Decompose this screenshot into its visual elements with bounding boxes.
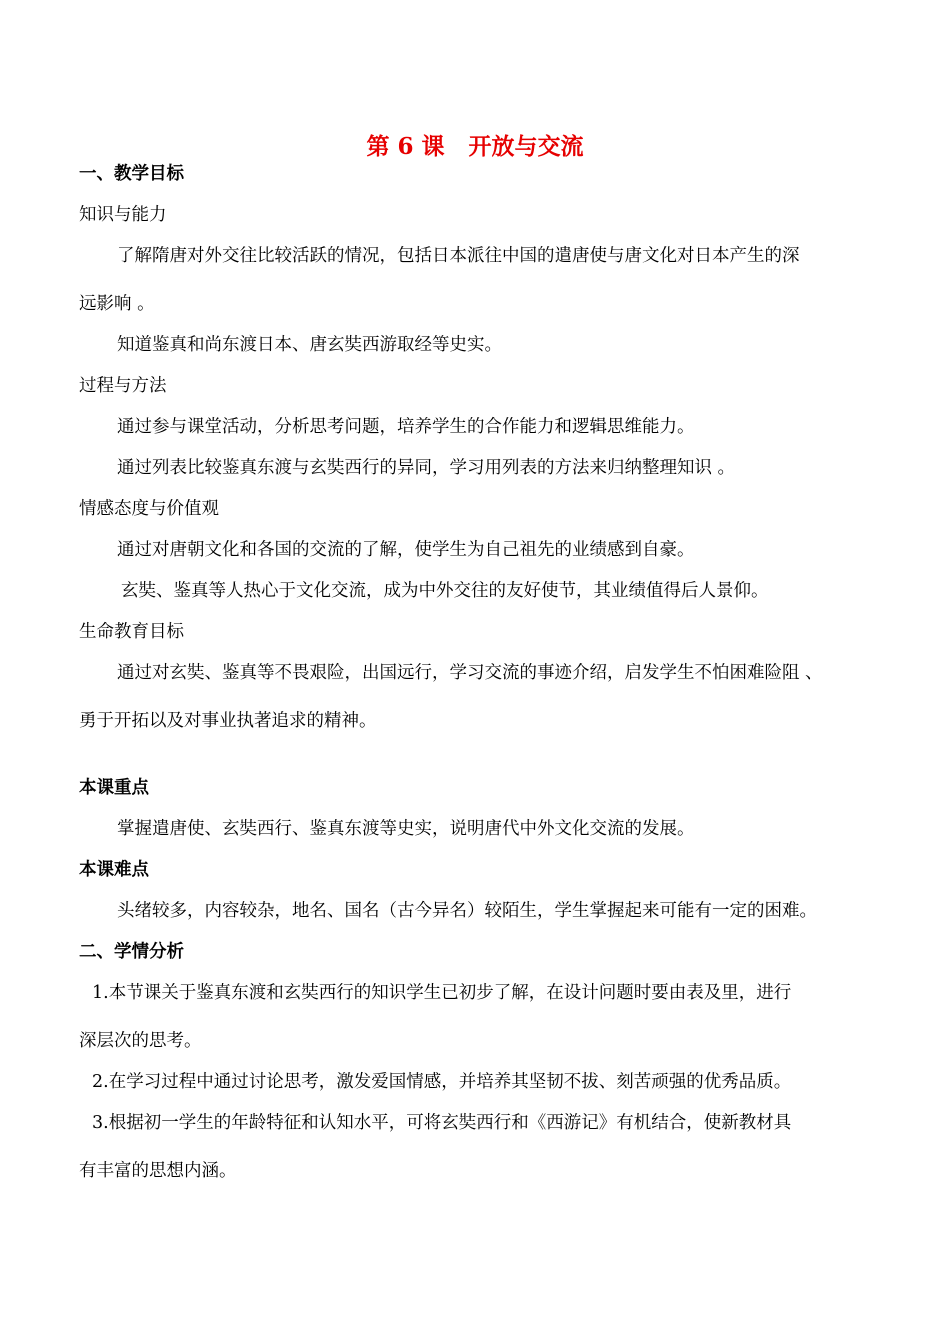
- paragraph: 玄奘、鉴真等人热心于文化交流，成为中外交往的友好使节，其业绩值得后人景仰。: [121, 581, 769, 601]
- section-heading-analysis: 二、学情分析: [79, 942, 184, 962]
- paragraph-line: 了解隋唐对外交往比较活跃的情况，包括日本派往中国的遣唐使与唐文化对日本产生的深: [117, 246, 800, 266]
- subheading-process: 过程与方法: [79, 376, 167, 396]
- paragraph: 头绪较多，内容较杂，地名、国名（古今异名）较陌生，学生掌握起来可能有一定的困难。: [117, 901, 817, 921]
- list-item-line: 3.根据初一学生的年龄特征和认知水平，可将玄奘西行和《西游记》有机结合，使新教材具: [92, 1113, 792, 1133]
- subheading-life: 生命教育目标: [79, 622, 184, 642]
- heading-difficulties: 本课难点: [79, 860, 149, 880]
- paragraph: 知道鉴真和尚东渡日本、唐玄奘西游取经等史实。: [117, 335, 502, 355]
- paragraph: 通过对唐朝文化和各国的交流的了解，使学生为自己祖先的业绩感到自豪。: [117, 540, 695, 560]
- subheading-emotion: 情感态度与价值观: [79, 499, 219, 519]
- list-item-line: 有丰富的思想内涵。: [79, 1161, 237, 1181]
- section-heading-objectives: 一、教学目标: [79, 164, 184, 184]
- paragraph: 掌握遣唐使、玄奘西行、鉴真东渡等史实，说明唐代中外文化交流的发展。: [117, 819, 695, 839]
- paragraph: 通过参与课堂活动，分析思考问题，培养学生的合作能力和逻辑思维能力。: [117, 417, 695, 437]
- list-item-line: 深层次的思考。: [79, 1031, 202, 1051]
- paragraph-line: 远影响 。: [79, 294, 155, 314]
- list-item-line: 1.本节课关于鉴真东渡和玄奘西行的知识学生已初步了解，在设计问题时要由表及里，进行: [92, 983, 792, 1003]
- paragraph-line: 勇于开拓以及对事业执著追求的精神。: [79, 711, 377, 731]
- title-lesson: 第 6 课: [366, 133, 445, 160]
- page-title: [0, 132, 950, 162]
- paragraph: 通过列表比较鉴真东渡与玄奘西行的异同，学习用列表的方法来归纳整理知识 。: [117, 458, 736, 478]
- title-topic: 开放与交流: [468, 133, 584, 160]
- paragraph-line: 通过对玄奘、鉴真等不畏艰险，出国远行，学习交流的事迹介绍，启发学生不怕困难险阻 、: [117, 663, 823, 683]
- subheading-knowledge: 知识与能力: [79, 205, 167, 225]
- heading-key-points: 本课重点: [79, 778, 149, 798]
- list-item: 2.在学习过程中通过讨论思考，激发爱国情感，并培养其坚韧不拔、刻苦顽强的优秀品质。: [92, 1072, 792, 1092]
